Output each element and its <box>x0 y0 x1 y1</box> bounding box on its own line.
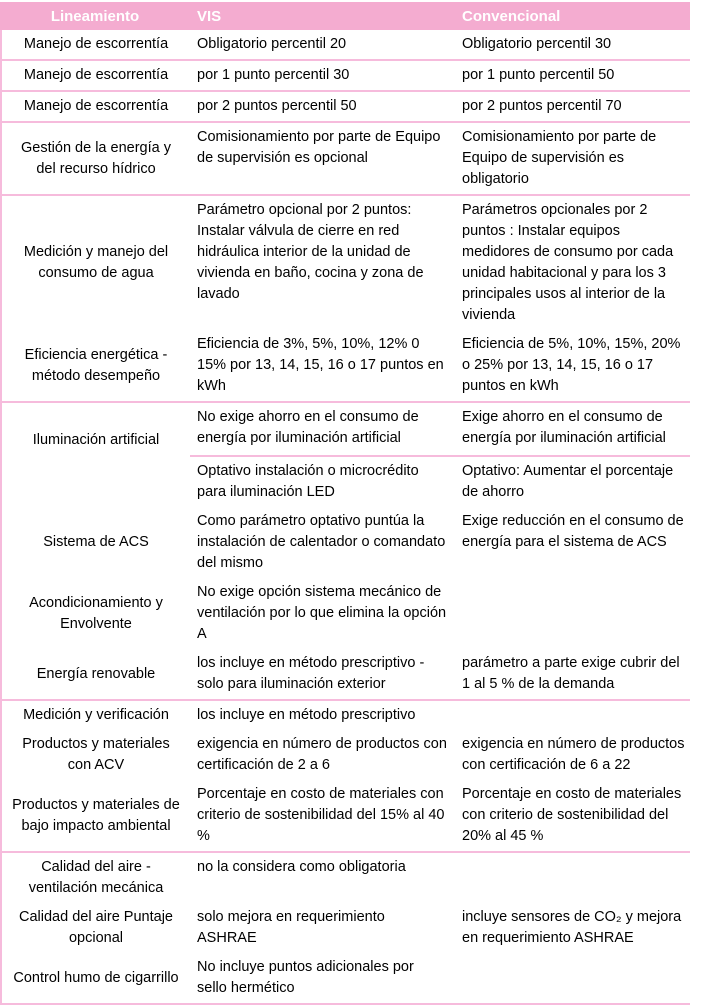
lineamiento-cell: Manejo de escorrentía <box>23 36 169 52</box>
convencional-cell: Comisionamiento por parte de Equipo de supervisión es obligatorio <box>462 129 657 187</box>
vis-cell: Optativo instalación o microcrédito para iluminación LED <box>197 463 419 500</box>
convencional-cell: Exige ahorro en el consumo de energía por iluminación artificial <box>455 407 690 457</box>
convencional-cell: por 1 punto percentil 50 <box>462 67 615 83</box>
table-row <box>2 578 690 649</box>
lineamiento-cell: Control humo de cigarrillo <box>13 969 179 986</box>
convencional-cell <box>455 582 690 645</box>
vis-cell: por 2 puntos percentil 50 <box>197 98 357 114</box>
table-row <box>2 507 690 578</box>
table-row <box>2 61 690 92</box>
table-row <box>2 403 690 457</box>
vis-cell: exigencia en número de productos con certificación de 2 a 6 <box>197 736 447 773</box>
convencional-cell: Eficiencia de 5%, 10%, 15%, 20% o 25% por 13, 14, 15, 16 o 17 puntos en kWh <box>462 336 681 394</box>
vis-cell: solo mejora en requerimiento ASHRAE <box>197 909 385 946</box>
table-row <box>2 780 690 853</box>
convencional-cell <box>455 857 690 899</box>
header-lineamiento: Lineamiento <box>50 7 140 25</box>
table-row <box>2 30 690 61</box>
lineamiento-cell: Medición y manejo del consumo de agua <box>23 244 169 281</box>
vis-cell: Obligatorio percentil 20 <box>197 36 347 52</box>
vis-cell: por 1 punto percentil 30 <box>197 67 350 83</box>
table-row <box>2 701 690 730</box>
table-row <box>2 330 690 403</box>
table-row <box>2 649 690 701</box>
convencional-cell: exigencia en número de productos con certificación de 6 a 22 <box>462 736 685 773</box>
convencional-cell: Obligatorio percentil 30 <box>462 36 612 52</box>
lineamiento-cell: Acondicionamiento y Envolvente <box>29 594 163 632</box>
table-row <box>2 457 690 507</box>
table-row <box>2 92 690 123</box>
lineamiento-cell: Calidad del aire - ventilación mecánica <box>28 859 164 896</box>
vis-cell: Porcentaje en costo de materiales con criterio de sostenibilidad del 15% al 40 % <box>197 786 445 844</box>
lineamiento-cell: Iluminación artificial <box>32 432 160 448</box>
table-row <box>2 853 690 903</box>
lineamiento-cell: Calidad del aire Puntaje opcional <box>19 909 173 946</box>
convencional-cell: incluye sensores de CO₂ y mejora en requerimiento ASHRAE <box>462 909 682 946</box>
convencional-cell: por 2 puntos percentil 70 <box>462 98 622 114</box>
vis-cell: no la considera como obligatoria <box>197 859 406 875</box>
comparison-table <box>0 2 690 1005</box>
convencional-cell: parámetro a parte exige cubrir del 1 al 5 % de la demanda <box>462 655 680 692</box>
vis-cell: Comisionamiento por parte de Equipo de supervisión es opcional <box>197 129 441 166</box>
lineamiento-cell: Manejo de escorrentía <box>23 67 169 83</box>
table-row <box>2 196 690 330</box>
lineamiento-cell: Productos y materiales de bajo impacto ambiental <box>12 796 180 834</box>
table-header-row <box>0 2 690 30</box>
vis-cell: los incluye en método prescriptivo <box>197 707 416 723</box>
convencional-cell: Exige reducción en el consumo de energía para el sistema de ACS <box>462 513 684 550</box>
convencional-cell <box>455 705 690 726</box>
table-row <box>2 730 690 780</box>
lineamiento-cell: Medición y verificación <box>23 707 169 723</box>
convencional-cell: Optativo: Aumentar el porcentaje de ahorro <box>462 463 674 500</box>
table-row <box>2 903 690 953</box>
header-vis: VIS <box>197 7 222 25</box>
header-convencional: Convencional <box>462 7 561 25</box>
lineamiento-cell: Manejo de escorrentía <box>23 98 169 114</box>
convencional-cell: Porcentaje en costo de materiales con criterio de sostenibilidad del 20% al 45 % <box>462 786 682 844</box>
convencional-cell <box>455 957 690 999</box>
convencional-cell: Parámetros opcionales por 2 puntos : Instalar equipos medidores de consumo por cada unidad habitacional y para los 3 principales usos al interior de la vivienda <box>462 202 674 323</box>
table-row <box>2 123 690 196</box>
lineamiento-cell: Eficiencia energética - método desempeño <box>24 346 168 384</box>
vis-cell: No exige opción sistema mecánico de ventilación por lo que elimina la opción A <box>197 584 447 642</box>
vis-cell: Como parámetro optativo puntúa la instalación de calentador o comandato del mismo <box>197 513 446 571</box>
lineamiento-cell: Sistema de ACS <box>43 534 149 550</box>
vis-cell: No exige ahorro en el consumo de energía por iluminación artificial <box>190 407 455 457</box>
lineamiento-cell: Gestión de la energía y del recurso hídrico <box>21 139 171 177</box>
lineamiento-cell: Productos y materiales con ACV <box>22 736 170 773</box>
vis-cell: Parámetro opcional por 2 puntos: Instalar válvula de cierre en red hidráulica interior de la unidad de vivienda en baño, cocina y zona de lavado <box>197 202 424 302</box>
table-body <box>0 30 690 1005</box>
vis-cell: No incluye puntos adicionales por sello hermético <box>197 959 414 996</box>
vis-cell: los incluye en método prescriptivo - solo para iluminación exterior <box>197 655 425 692</box>
vis-cell: Eficiencia de 3%, 5%, 10%, 12% 0 15% por 13, 14, 15, 16 o 17 puntos en kWh <box>197 336 444 394</box>
lineamiento-cell: Energía renovable <box>36 665 156 682</box>
